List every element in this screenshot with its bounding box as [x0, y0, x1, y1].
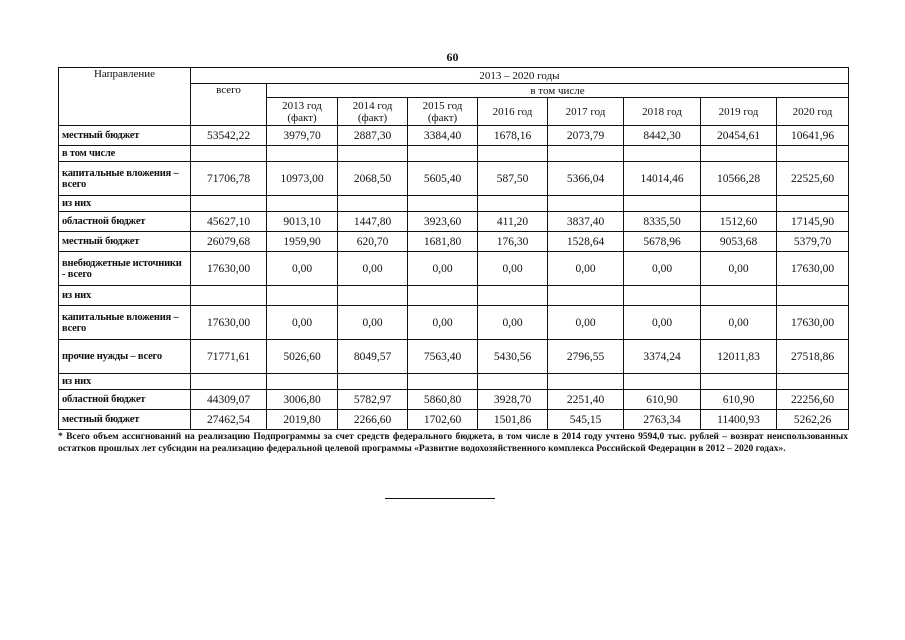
- year-header: 2016 год: [478, 98, 548, 126]
- table-cell: [777, 146, 849, 162]
- table-cell: 5860,80: [408, 390, 478, 410]
- table-cell: 5379,70: [777, 232, 849, 252]
- row-label: местный бюджет: [59, 232, 191, 252]
- table-cell: 12011,83: [701, 340, 777, 374]
- table-cell: [408, 196, 478, 212]
- table-cell: [267, 196, 338, 212]
- table-row: [59, 162, 849, 196]
- table-cell: 10641,96: [777, 126, 849, 146]
- including-header: в том числе: [267, 84, 849, 98]
- table-cell: 1528,64: [548, 232, 624, 252]
- table-cell: 411,20: [478, 212, 548, 232]
- table-cell: 7563,40: [408, 340, 478, 374]
- row-label: в том числе: [59, 146, 191, 162]
- table-cell: [267, 286, 338, 306]
- table-cell: [191, 196, 267, 212]
- table-row: [59, 146, 849, 162]
- table-cell: 0,00: [267, 252, 338, 286]
- table-cell: 0,00: [478, 306, 548, 340]
- table-cell: 5262,26: [777, 410, 849, 430]
- table-cell: [408, 146, 478, 162]
- budget-table: [58, 67, 849, 430]
- table-cell: 53542,22: [191, 126, 267, 146]
- year-header: 2014 год (факт): [338, 98, 408, 126]
- table-cell: 17630,00: [191, 252, 267, 286]
- table-cell: 587,50: [478, 162, 548, 196]
- table-row: [59, 212, 849, 232]
- year-header: 2020 год: [777, 98, 849, 126]
- table-cell: 0,00: [701, 306, 777, 340]
- table-cell: 2266,60: [338, 410, 408, 430]
- table-cell: 8335,50: [624, 212, 701, 232]
- table-cell: 17630,00: [777, 306, 849, 340]
- period-header: 2013 – 2020 годы: [191, 68, 849, 84]
- table-cell: 0,00: [408, 306, 478, 340]
- table-cell: 17145,90: [777, 212, 849, 232]
- table-cell: [408, 286, 478, 306]
- table-cell: [478, 374, 548, 390]
- table-cell: 27518,86: [777, 340, 849, 374]
- table-cell: [478, 286, 548, 306]
- table-cell: 3979,70: [267, 126, 338, 146]
- table-row: [59, 232, 849, 252]
- table-cell: 14014,46: [624, 162, 701, 196]
- table-cell: [478, 146, 548, 162]
- table-cell: 9013,10: [267, 212, 338, 232]
- table-cell: 2068,50: [338, 162, 408, 196]
- table-cell: 26079,68: [191, 232, 267, 252]
- table-cell: [777, 374, 849, 390]
- year-header: 2019 год: [701, 98, 777, 126]
- table-cell: 0,00: [701, 252, 777, 286]
- table-cell: 45627,10: [191, 212, 267, 232]
- table-cell: 5782,97: [338, 390, 408, 410]
- footnote: * Всего объем ассигнований на реализацию Подпрограммы за счет средств федерального бюджета, в том числе в 2014 году учтено 9594,0 тыс. рублей – возврат неиспользованных остатков прошлых лет субсидии на реализацию федеральной целевой программы «Развитие водохозяйственного комплекса Российской Федерации в 2012 – 2020 годах».: [58, 432, 848, 454]
- table-cell: 8442,30: [624, 126, 701, 146]
- table-cell: 3006,80: [267, 390, 338, 410]
- direction-header: Направление: [59, 68, 191, 126]
- total-header: всего: [191, 84, 267, 126]
- table-cell: [777, 286, 849, 306]
- table-cell: [624, 196, 701, 212]
- table-cell: [777, 196, 849, 212]
- table-cell: 9053,68: [701, 232, 777, 252]
- table-cell: 71706,78: [191, 162, 267, 196]
- table-cell: 0,00: [624, 306, 701, 340]
- year-header: 2013 год (факт): [267, 98, 338, 126]
- row-label: местный бюджет: [59, 126, 191, 146]
- table-cell: [624, 146, 701, 162]
- table-cell: 3374,24: [624, 340, 701, 374]
- table-cell: [267, 374, 338, 390]
- year-header: 2018 год: [624, 98, 701, 126]
- year-header: 2017 год: [548, 98, 624, 126]
- table-cell: [478, 196, 548, 212]
- table-cell: [548, 146, 624, 162]
- table-row: [59, 252, 849, 286]
- table-cell: 176,30: [478, 232, 548, 252]
- table-cell: 22256,60: [777, 390, 849, 410]
- table-row: [59, 126, 849, 146]
- table-cell: 17630,00: [191, 306, 267, 340]
- table-cell: [701, 286, 777, 306]
- table-cell: [624, 374, 701, 390]
- row-label: капитальные вложения – всего: [59, 306, 191, 340]
- table-cell: 2887,30: [338, 126, 408, 146]
- table-cell: 17630,00: [777, 252, 849, 286]
- table-cell: [408, 374, 478, 390]
- row-label: из них: [59, 286, 191, 306]
- table-cell: [701, 196, 777, 212]
- table-cell: 3837,40: [548, 212, 624, 232]
- table-row: [59, 286, 849, 306]
- table-cell: 610,90: [624, 390, 701, 410]
- table-row: [59, 374, 849, 390]
- table-cell: [548, 286, 624, 306]
- table-cell: 1501,86: [478, 410, 548, 430]
- table-cell: 3928,70: [478, 390, 548, 410]
- table-cell: 5678,96: [624, 232, 701, 252]
- table-cell: 0,00: [338, 252, 408, 286]
- table-cell: 0,00: [548, 306, 624, 340]
- table-cell: [624, 286, 701, 306]
- row-label: местный бюджет: [59, 410, 191, 430]
- table-cell: 2251,40: [548, 390, 624, 410]
- table-cell: 610,90: [701, 390, 777, 410]
- table-cell: [338, 374, 408, 390]
- page-number: 60: [446, 50, 459, 64]
- row-label: внебюджетные источники - всего: [59, 252, 191, 286]
- table-cell: 620,70: [338, 232, 408, 252]
- table-row: [59, 390, 849, 410]
- table-cell: 2019,80: [267, 410, 338, 430]
- row-label: капитальные вложения – всего: [59, 162, 191, 196]
- row-label: из них: [59, 374, 191, 390]
- row-label: областной бюджет: [59, 212, 191, 232]
- table-row: [59, 410, 849, 430]
- table-cell: 44309,07: [191, 390, 267, 410]
- table-cell: 5026,60: [267, 340, 338, 374]
- table-cell: [338, 146, 408, 162]
- table-cell: [338, 196, 408, 212]
- table-cell: 8049,57: [338, 340, 408, 374]
- table-cell: 2073,79: [548, 126, 624, 146]
- table-cell: 5605,40: [408, 162, 478, 196]
- table-cell: [701, 374, 777, 390]
- table-row: [59, 306, 849, 340]
- table-cell: 5366,04: [548, 162, 624, 196]
- table-cell: [191, 286, 267, 306]
- table-cell: 1512,60: [701, 212, 777, 232]
- table-cell: 22525,60: [777, 162, 849, 196]
- table-cell: 3384,40: [408, 126, 478, 146]
- table-cell: 10973,00: [267, 162, 338, 196]
- table-cell: 545,15: [548, 410, 624, 430]
- table-cell: [338, 286, 408, 306]
- table-cell: 0,00: [624, 252, 701, 286]
- year-header: 2015 год (факт): [408, 98, 478, 126]
- row-label: прочие нужды – всего: [59, 340, 191, 374]
- table-cell: [548, 374, 624, 390]
- table-cell: 27462,54: [191, 410, 267, 430]
- table-cell: [701, 146, 777, 162]
- table-cell: 0,00: [267, 306, 338, 340]
- table-cell: 10566,28: [701, 162, 777, 196]
- table-cell: 1959,90: [267, 232, 338, 252]
- table-row: [59, 340, 849, 374]
- table-cell: 5430,56: [478, 340, 548, 374]
- table-cell: [267, 146, 338, 162]
- table-cell: 1447,80: [338, 212, 408, 232]
- table-cell: 0,00: [548, 252, 624, 286]
- table-cell: 0,00: [408, 252, 478, 286]
- table-cell: 1681,80: [408, 232, 478, 252]
- table-cell: 0,00: [478, 252, 548, 286]
- table-cell: 71771,61: [191, 340, 267, 374]
- table-cell: [548, 196, 624, 212]
- table-cell: 2796,55: [548, 340, 624, 374]
- table-cell: 0,00: [338, 306, 408, 340]
- row-label: областной бюджет: [59, 390, 191, 410]
- table-cell: 1678,16: [478, 126, 548, 146]
- table-row: [59, 196, 849, 212]
- table-cell: 1702,60: [408, 410, 478, 430]
- table-cell: [191, 374, 267, 390]
- table-cell: 2763,34: [624, 410, 701, 430]
- row-label: из них: [59, 196, 191, 212]
- table-cell: 20454,61: [701, 126, 777, 146]
- table-cell: 11400,93: [701, 410, 777, 430]
- footnote-divider: [385, 498, 495, 499]
- table-cell: [191, 146, 267, 162]
- table-cell: 3923,60: [408, 212, 478, 232]
